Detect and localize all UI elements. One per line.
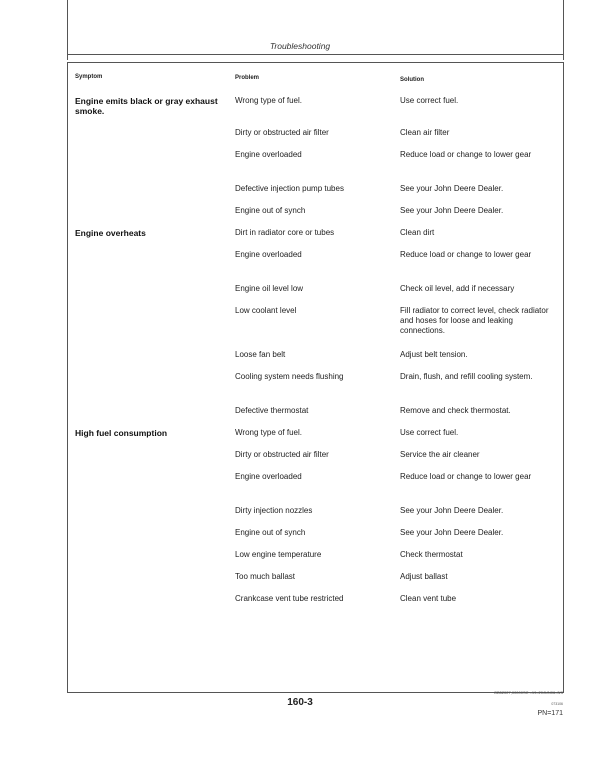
symptom-cell: Engine emits black or gray exhaust smoke. (75, 96, 218, 116)
problem-cell: Defective injection pump tubes (235, 184, 344, 193)
symptom-cell: Engine overheats (75, 228, 146, 238)
solution-cell: Adjust ballast (400, 572, 448, 581)
solution-cell: See your John Deere Dealer. (400, 528, 504, 537)
solution-cell: Reduce load or change to lower gear (400, 250, 532, 259)
table-row (75, 128, 555, 150)
table-row (75, 550, 555, 572)
solution-cell: Drain, flush, and refill cooling system. (400, 372, 533, 381)
problem-cell: Wrong type of fuel. (235, 96, 302, 105)
document-code: GB52027,00000SC –19–20JUN06–3/3 (493, 690, 563, 695)
symptom-cell: High fuel consumption (75, 428, 168, 438)
table-row (75, 428, 555, 450)
table-row (75, 184, 555, 206)
problem-cell: Dirt in radiator core or tubes (235, 228, 335, 237)
page-number: 160-3 (287, 697, 313, 708)
solution-cell: Service the air cleaner (400, 450, 480, 459)
problem-cell: Wrong type of fuel. (235, 428, 302, 437)
body-right-line (563, 62, 564, 692)
body-bottom-rule (67, 692, 564, 693)
solution-cell: Use correct fuel. (400, 96, 459, 105)
header-symptom: Symptom (75, 74, 103, 80)
header-problem: Problem (235, 75, 260, 81)
problem-cell: Crankcase vent tube restricted (235, 594, 344, 603)
body-top-rule (67, 62, 564, 63)
table-row (75, 594, 555, 616)
table-row (75, 284, 555, 306)
problem-cell: Engine out of synch (235, 528, 306, 537)
problem-cell: Low coolant level (235, 306, 297, 315)
table-row (75, 306, 555, 350)
body-left-line (67, 62, 68, 692)
solution-cell: See your John Deere Dealer. (400, 506, 504, 515)
solution-cell: Use correct fuel. (400, 428, 459, 437)
solution-cell: Check oil level, add if necessary (400, 284, 515, 293)
problem-cell: Engine overloaded (235, 250, 302, 259)
problem-cell: Engine out of synch (235, 206, 306, 215)
table-row (75, 96, 555, 128)
problem-cell: Dirty or obstructed air filter (235, 450, 329, 459)
page-title: Troubleshooting (269, 41, 331, 51)
problem-cell: Too much ballast (235, 572, 296, 581)
solution-cell: Remove and check thermostat. (400, 406, 511, 415)
table-body (75, 96, 555, 616)
solution-cell: Check thermostat (400, 550, 463, 559)
table-row (75, 406, 555, 428)
table-row (75, 228, 555, 250)
pn-number: PN=171 (537, 710, 563, 717)
solution-cell: See your John Deere Dealer. (400, 206, 504, 215)
solution-cell: Reduce load or change to lower gear (400, 472, 532, 481)
problem-cell: Cooling system needs flushing (235, 372, 344, 381)
table-row (75, 250, 555, 284)
table-row (75, 472, 555, 506)
problem-cell: Dirty or obstructed air filter (235, 128, 329, 137)
table-row (75, 450, 555, 472)
problem-cell: Loose fan belt (235, 350, 286, 359)
table-row (75, 572, 555, 594)
solution-cell: See your John Deere Dealer. (400, 184, 504, 193)
solution-cell: Clean vent tube (400, 594, 457, 603)
problem-cell: Engine overloaded (235, 150, 302, 159)
solution-cell: Fill radiator to correct level, check radiator and hoses for loose and leaking connections. (400, 306, 549, 335)
problem-cell: Dirty injection nozzles (235, 506, 313, 515)
solution-cell: Clean air filter (400, 128, 450, 137)
solution-cell: Adjust belt tension. (400, 350, 468, 359)
header-rule (67, 54, 564, 55)
table-row (75, 206, 555, 228)
table-row (75, 506, 555, 528)
troubleshooting-table (75, 74, 555, 616)
problem-cell: Engine oil level low (235, 284, 304, 293)
frame-left-line (67, 0, 68, 60)
header-solution: Solution (400, 77, 424, 83)
problem-cell: Low engine temperature (235, 550, 322, 559)
solution-cell: Clean dirt (400, 228, 435, 237)
table-header (75, 74, 555, 96)
problem-cell: Engine overloaded (235, 472, 302, 481)
revision-code: 073106 (551, 702, 563, 706)
table-row (75, 528, 555, 550)
table-row (75, 372, 555, 406)
problem-cell: Defective thermostat (235, 406, 309, 415)
frame-right-line (563, 0, 564, 60)
table-row (75, 350, 555, 372)
table-row (75, 150, 555, 184)
solution-cell: Reduce load or change to lower gear (400, 150, 532, 159)
